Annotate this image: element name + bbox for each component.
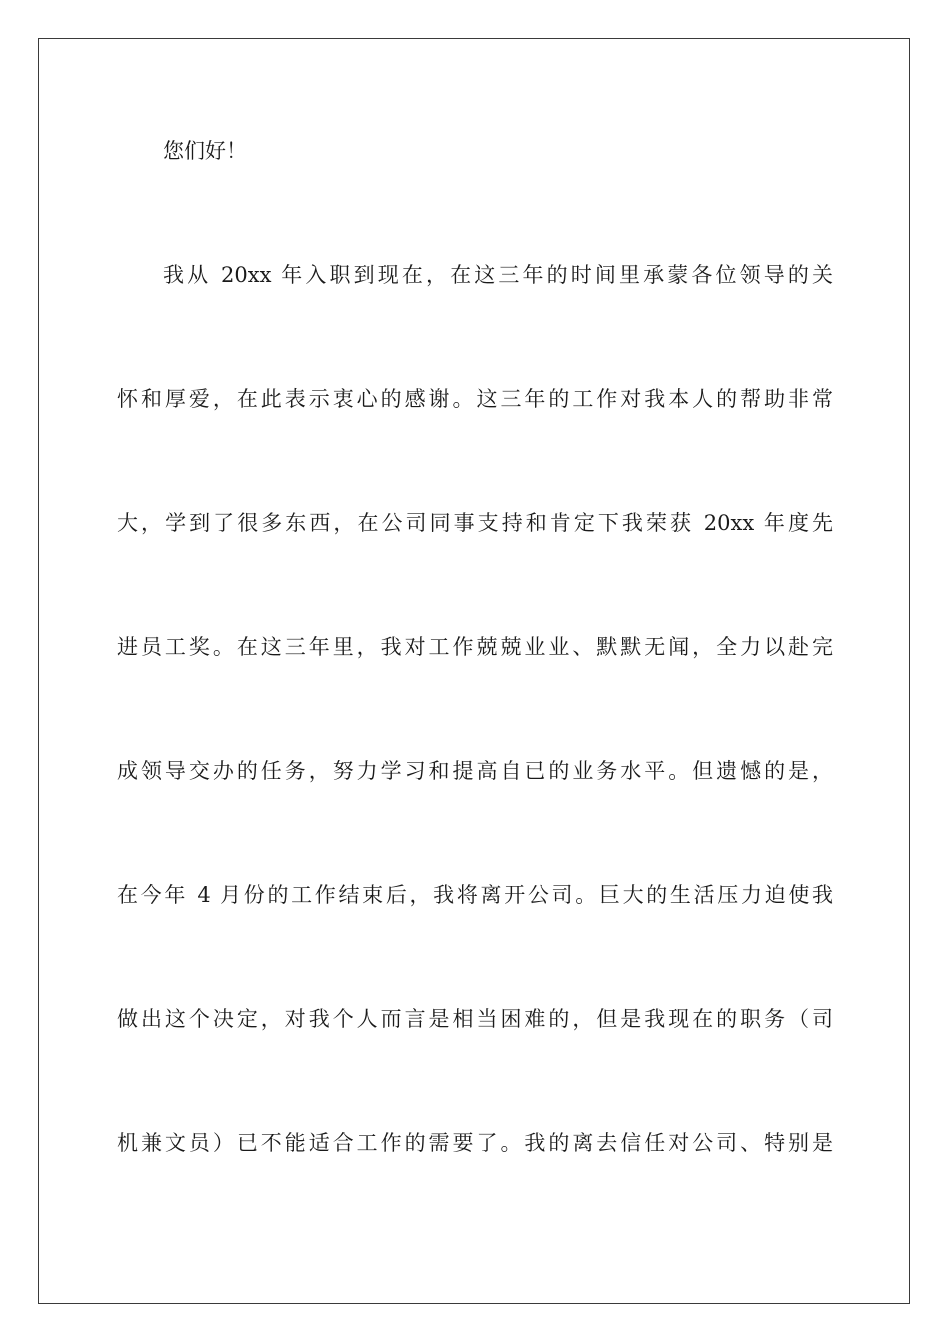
body-line-1: 我从 20xx 年入职到现在，在这三年的时间里承蒙各位领导的关	[163, 263, 833, 287]
body-line-2: 怀和厚爱，在此表示衷心的感谢。这三年的工作对我本人的帮助非常	[117, 387, 833, 411]
body-line-8: 机兼文员）已不能适合工作的需要了。我的离去信任对公司、特别是	[117, 1131, 833, 1155]
body-line-6: 在今年 4 月份的工作结束后，我将离开公司。巨大的生活压力迫使我	[117, 883, 833, 907]
body-line-7: 做出这个决定，对我个人而言是相当困难的，但是我现在的职务（司	[117, 1007, 833, 1031]
body-line-4: 进员工奖。在这三年里，我对工作兢兢业业、默默无闻，全力以赴完	[117, 635, 833, 659]
body-line-5: 成领导交办的任务，努力学习和提高自已的业务水平。但遗憾的是，	[117, 759, 833, 783]
page-border	[38, 38, 910, 1304]
greeting-line: 您们好！	[163, 139, 247, 163]
body-line-3: 大，学到了很多东西，在公司同事支持和肯定下我荣获 20xx 年度先	[117, 511, 833, 535]
